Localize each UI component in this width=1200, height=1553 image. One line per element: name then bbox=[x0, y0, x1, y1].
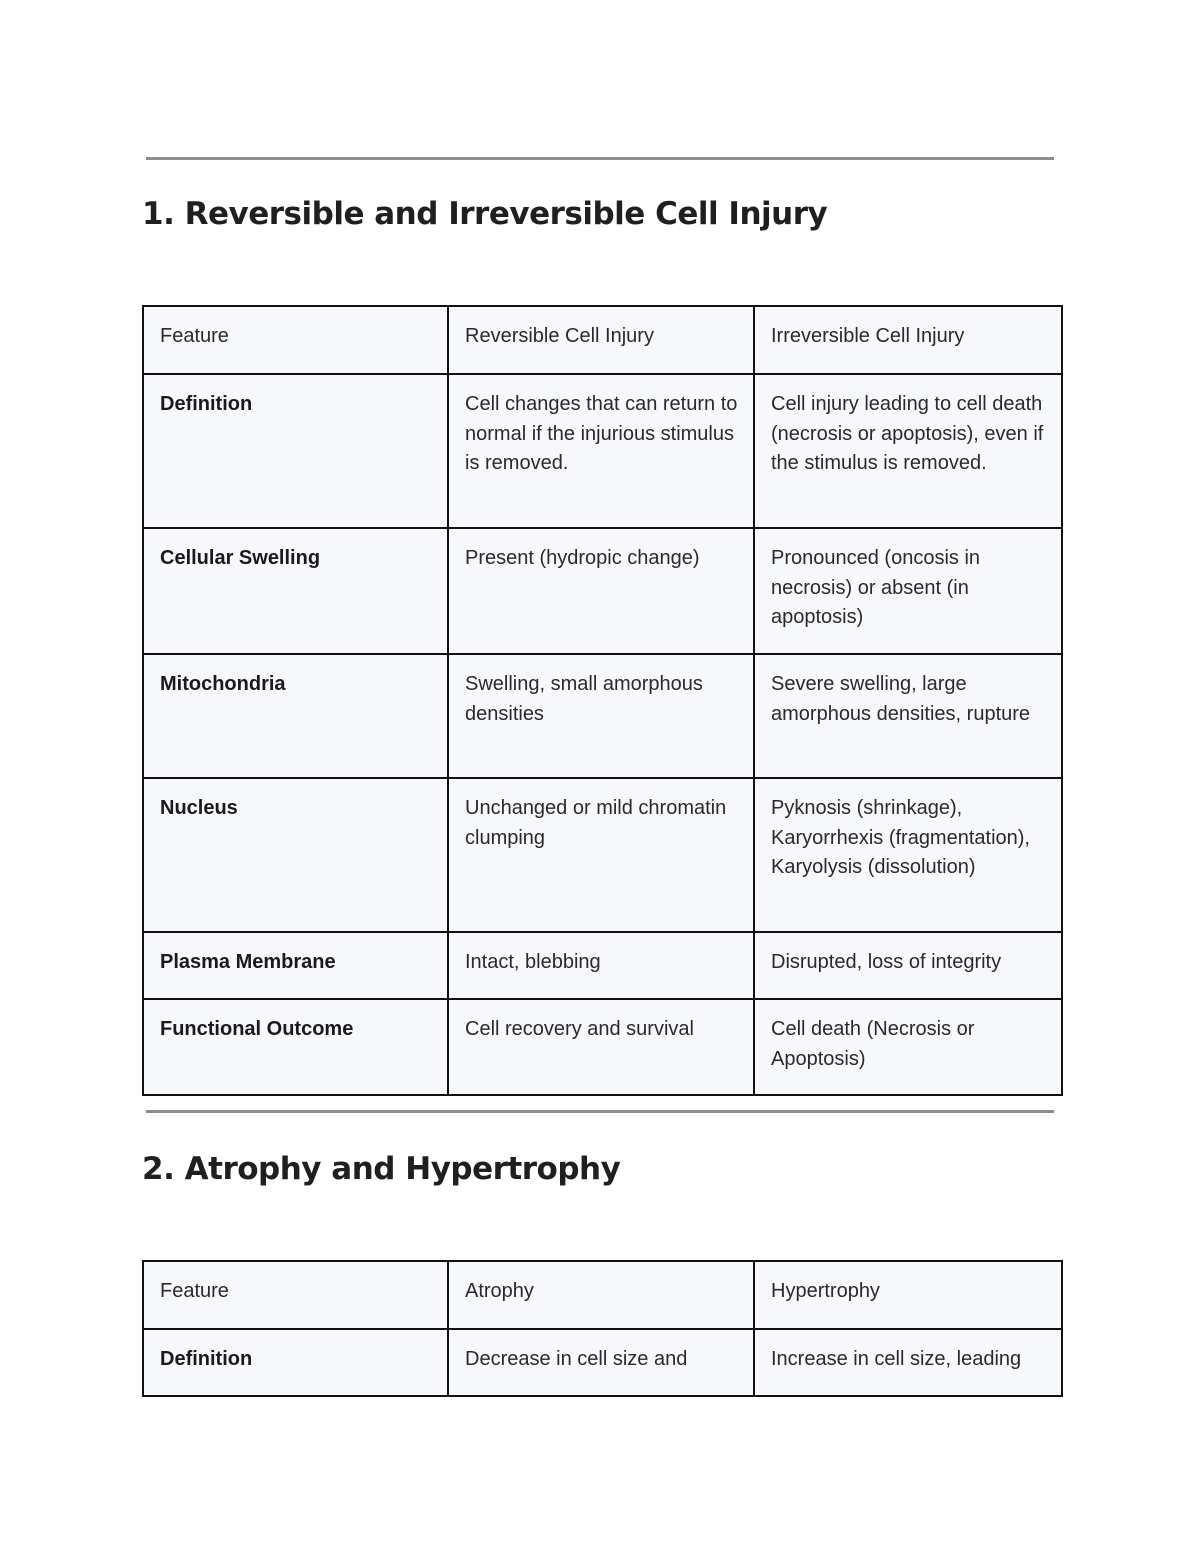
table-row bbox=[143, 778, 1062, 932]
header-cell-feature: Feature bbox=[143, 306, 448, 374]
cell-injury-table bbox=[142, 305, 1063, 1096]
header-cell-irreversible: Irreversible Cell Injury bbox=[754, 306, 1062, 374]
table-row bbox=[143, 1329, 1062, 1396]
reversible-cell: Swelling, small amorphous densities bbox=[448, 654, 754, 778]
feature-cell: Cellular Swelling bbox=[143, 528, 448, 654]
feature-cell: Definition bbox=[143, 1329, 448, 1396]
table-row bbox=[143, 654, 1062, 778]
reversible-cell: Cell changes that can return to normal if the injurious stimulus is removed. bbox=[448, 374, 754, 528]
irreversible-cell: Cell injury leading to cell death (necrosis or apoptosis), even if the stimulus is removed. bbox=[754, 374, 1062, 528]
section-1-heading: 1. Reversible and Irreversible Cell Injury bbox=[142, 196, 828, 232]
feature-cell: Nucleus bbox=[143, 778, 448, 932]
header-cell-atrophy: Atrophy bbox=[448, 1261, 754, 1329]
irreversible-cell: Severe swelling, large amorphous densities, rupture bbox=[754, 654, 1062, 778]
irreversible-cell: Pronounced (oncosis in necrosis) or absent (in apoptosis) bbox=[754, 528, 1062, 654]
section-divider bbox=[146, 1110, 1054, 1113]
feature-cell: Functional Outcome bbox=[143, 999, 448, 1095]
header-cell-feature: Feature bbox=[143, 1261, 448, 1329]
irreversible-cell: Pyknosis (shrinkage), Karyorrhexis (fragmentation), Karyolysis (dissolution) bbox=[754, 778, 1062, 932]
table-row bbox=[143, 999, 1062, 1095]
reversible-cell: Present (hydropic change) bbox=[448, 528, 754, 654]
header-cell-hypertrophy: Hypertrophy bbox=[754, 1261, 1062, 1329]
irreversible-cell: Disrupted, loss of integrity bbox=[754, 932, 1062, 999]
table-row bbox=[143, 528, 1062, 654]
hypertrophy-cell: Increase in cell size, leading bbox=[754, 1329, 1062, 1396]
feature-cell: Plasma Membrane bbox=[143, 932, 448, 999]
table-header-row bbox=[143, 306, 1062, 374]
reversible-cell: Unchanged or mild chromatin clumping bbox=[448, 778, 754, 932]
feature-cell: Mitochondria bbox=[143, 654, 448, 778]
table-row bbox=[143, 932, 1062, 999]
reversible-cell: Intact, blebbing bbox=[448, 932, 754, 999]
section-divider-top bbox=[146, 157, 1054, 160]
atrophy-hypertrophy-table bbox=[142, 1260, 1063, 1397]
reversible-cell: Cell recovery and survival bbox=[448, 999, 754, 1095]
section-2-heading: 2. Atrophy and Hypertrophy bbox=[142, 1151, 621, 1187]
table-header-row bbox=[143, 1261, 1062, 1329]
feature-cell: Definition bbox=[143, 374, 448, 528]
header-cell-reversible: Reversible Cell Injury bbox=[448, 306, 754, 374]
atrophy-cell: Decrease in cell size and bbox=[448, 1329, 754, 1396]
irreversible-cell: Cell death (Necrosis or Apoptosis) bbox=[754, 999, 1062, 1095]
table-row bbox=[143, 374, 1062, 528]
